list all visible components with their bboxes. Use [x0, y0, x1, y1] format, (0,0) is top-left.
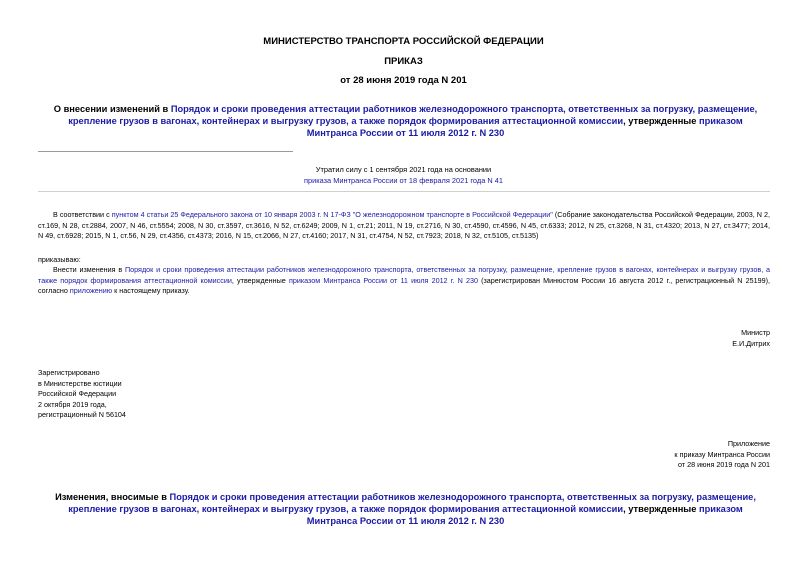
registration-line: 2 октября 2019 года,	[38, 399, 107, 409]
doc-type-heading: ПРИКАЗ	[384, 56, 423, 67]
appendix-line: к приказу Минтранса России	[674, 449, 770, 459]
appendix-title	[52, 491, 759, 527]
registration-line: Зарегистрировано	[38, 368, 100, 377]
title2-order-link[interactable]: приказом Минтранса России от 11 июля 2012 г. N 230	[306, 504, 743, 526]
p3-end: к настоящему приказу.	[112, 286, 190, 295]
p1-citations: (Собрание законодательства Российской Федерации, 2003, N 2, ст.169, N 28, ст.2884, 2007, N 46, ст.5554; 2008, N 30, ст.3597, ст.3616, N 52, ст.6249; 2009, N 1, ст.21; 2011, N 19, ст.2716, N 30, ст.4590, ст.4596, N 45, ст.6333; 2012, N 25, ст.3268, N 31, ст.4320; 2013, N 27, ст.3477; 2014, N 49, ст.6928; 2015, N 1, ст.56, N 29, ст.4356, ст.4373; 2016, N 15, ст.2066, N 27, ст.4160; 2017, N 31, ст.4754, N 52, ст.7923; 2018, N 32, ст.5105, ст.5135)	[38, 210, 770, 240]
paragraph-order-word: приказываю:	[38, 255, 81, 264]
lost-force-note	[0, 164, 807, 186]
lost-force-text: Утратил силу с 1 сентября 2021 года на основании	[315, 165, 492, 174]
title-middle: , утвержденные	[623, 116, 700, 126]
title2-prefix: Изменения, вносимые в	[55, 492, 170, 502]
title-procedure-link[interactable]: Порядок и сроки проведения аттестации работников железнодорожного транспорта, ответственных за погрузку, размещение, крепление грузов в вагонах, контейнерах и выгрузку грузов, а также порядок формирования аттестационной комиссии	[68, 104, 758, 126]
p3-mid: , утвержденные	[231, 275, 289, 285]
signature-name: Е.И.Дитрих	[732, 339, 770, 348]
title2-procedure-link[interactable]: Порядок и сроки проведения аттестации работников железнодорожного транспорта, ответственных за погрузку, размещение, крепление грузов в вагонах, контейнерах и выгрузку грузов, а также порядок формирования аттестационной комиссии	[68, 492, 756, 514]
p3-mid2: (зарегистрирован Минюстом России 16 августа 2012 г., регистрационный N 25199), согласно	[38, 275, 770, 295]
signature-role: Министр	[741, 328, 770, 337]
appendix-block	[674, 439, 770, 471]
paragraph-order-text	[38, 265, 770, 297]
appendix-line: Приложение	[727, 439, 770, 448]
registration-line: в Министерстве юстиции	[38, 378, 122, 388]
p3-prefix: Внести изменения в	[53, 265, 125, 274]
title-order-link[interactable]: приказом Минтранса России от 11 июля 2012 г. N 230	[306, 116, 743, 138]
divider-long	[38, 191, 770, 192]
appendix-link[interactable]: приложению	[69, 286, 113, 295]
procedure-link[interactable]: Порядок и сроки проведения аттестации работников железнодорожного транспорта, ответственных за погрузку, размещение, крепление грузов в вагонах, контейнерах и выгрузку грузов, а также порядок формирования аттестационной комиссии	[38, 265, 770, 285]
paragraph-legal-basis	[38, 210, 770, 242]
title-prefix: О внесении изменений в	[53, 104, 171, 114]
divider-short	[38, 151, 293, 152]
doc-date-number: от 28 июня 2019 года N 201	[340, 75, 467, 86]
lost-force-link[interactable]: приказа Минтранса России от 18 февраля 2021 года N 41	[304, 176, 503, 185]
registration-line: регистрационный N 56104	[38, 410, 126, 419]
document-title	[52, 103, 759, 139]
appendix-line: от 28 июня 2019 года N 201	[677, 460, 770, 469]
ministry-heading: МИНИСТЕРСТВО ТРАНСПОРТА РОССИЙСКОЙ ФЕДЕРАЦИИ	[263, 36, 544, 47]
federal-law-link[interactable]: пунктом 4 статьи 25 Федерального закона от 10 января 2003 г. N 17-ФЗ "О железнодорожном транспорте в Российской Федерации"	[111, 210, 553, 219]
p1-prefix: В соответствии с	[53, 210, 112, 219]
registration-block	[38, 368, 126, 421]
registration-line: Российской Федерации	[38, 389, 117, 398]
order-230-link[interactable]: приказом Минтранса России от 11 июля 2012 г. N 230	[288, 275, 478, 285]
signature-block	[732, 327, 770, 349]
title2-middle: , утвержденные	[623, 504, 700, 514]
